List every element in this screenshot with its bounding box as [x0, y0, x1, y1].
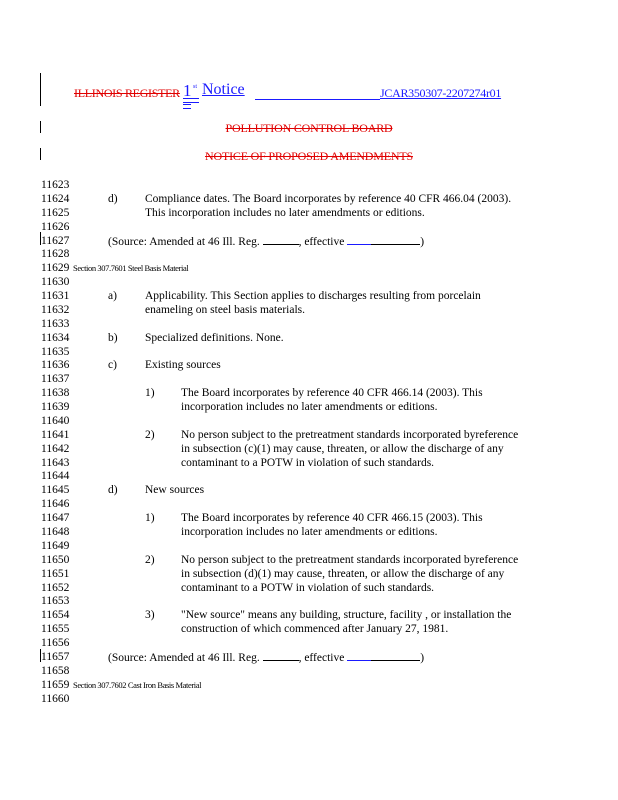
source-suffix: ) — [420, 235, 425, 248]
document-line — [0, 289, 618, 303]
subitem-text: No person subject to the pretreatment standards incorporated byreference — [181, 428, 519, 441]
header-rule — [255, 99, 380, 100]
subitem-text: contaminant to a POTW in violation of such standards. — [181, 581, 435, 594]
subitem-label: 2) — [145, 428, 155, 441]
line-number: 11658 — [41, 664, 70, 677]
document-line — [0, 497, 618, 511]
line-number: 11628 — [41, 248, 70, 261]
subitem-text: incorporation includes no later amendments or editions. — [181, 526, 438, 538]
double-underline — [183, 104, 191, 109]
document-line — [0, 511, 618, 525]
line-number: 11635 — [41, 345, 70, 358]
line-number: 11634 — [41, 331, 70, 344]
document-line — [0, 594, 618, 608]
line-number: 11649 — [41, 539, 70, 552]
line-number: 11632 — [41, 303, 70, 316]
line-number: 11623 — [41, 179, 70, 191]
line-number: 11625 — [41, 206, 70, 219]
line-number: 11645 — [41, 484, 70, 497]
item-label: b) — [108, 331, 118, 344]
subitem-text: in subsection (c)(1) may cause, threaten, or allow the discharge of any — [181, 442, 504, 455]
document-line — [0, 553, 618, 567]
subitem-label: 1) — [145, 387, 155, 400]
document-line — [0, 469, 618, 483]
document-line — [0, 275, 618, 289]
line-number: 11655 — [41, 623, 70, 636]
item-text: Existing sources — [145, 359, 221, 372]
line-number: 11652 — [41, 581, 70, 594]
line-number: 11643 — [41, 456, 70, 469]
source-middle: , effective — [298, 235, 348, 248]
line-number: 11656 — [41, 637, 70, 650]
line-number: 11626 — [41, 220, 70, 233]
section-heading: Section 307.7601 Steel Basis Material — [73, 263, 189, 274]
document-line — [0, 386, 618, 400]
notice-label: Notice — [202, 81, 245, 98]
item-text: This incorporation includes no later amendments or editions. — [145, 206, 425, 219]
reg-blank — [263, 234, 299, 245]
subitem-text: "New source" means any building, structure, facility , or installation the — [181, 609, 512, 622]
register-name: ILLINOIS REGISTER — [74, 86, 180, 100]
effective-blank — [371, 650, 420, 661]
document-line — [0, 608, 618, 622]
effective-blank — [347, 234, 371, 245]
document-line — [0, 345, 618, 359]
line-number: 11640 — [41, 414, 70, 427]
document-line — [0, 178, 618, 192]
line-number: 11638 — [41, 387, 70, 400]
source-suffix: ) — [420, 651, 425, 664]
line-number: 11629 — [41, 262, 70, 275]
line-number: 11648 — [41, 526, 70, 538]
document-line — [0, 581, 618, 595]
item-text: Specialized definitions. None. — [145, 331, 284, 344]
line-number: 11644 — [41, 470, 70, 483]
document-line — [0, 678, 618, 692]
line-number: 11636 — [41, 359, 70, 372]
item-text: Applicability. This Section applies to discharges resulting from porcelain — [145, 290, 481, 303]
notice-title: NOTICE OF PROPOSED AMENDMENTS — [205, 149, 413, 163]
document-line — [0, 261, 618, 275]
subitem-text: The Board incorporates by reference 40 CFR 466.14 (2003). This — [181, 387, 483, 400]
item-text: New sources — [145, 484, 205, 497]
source-note — [108, 234, 424, 249]
line-number: 11650 — [41, 553, 70, 566]
issue-superscript: st — [193, 84, 198, 90]
document-line — [0, 303, 618, 317]
section-heading: Section 307.7602 Cast Iron Basis Material — [73, 679, 202, 690]
document-line — [0, 206, 618, 220]
line-number: 11647 — [41, 512, 70, 525]
document-line — [0, 372, 618, 386]
subitem-text: in subsection (d)(1) may cause, threaten, or allow the discharge of any — [181, 567, 505, 580]
document-line — [0, 331, 618, 345]
document-line — [0, 358, 618, 372]
line-number: 11660 — [41, 692, 70, 705]
subitem-label: 1) — [145, 512, 155, 525]
jcar-id: JCAR350307-2207274r01 — [380, 86, 502, 100]
document-line — [0, 428, 618, 442]
document-line — [0, 192, 618, 206]
document-line — [0, 539, 618, 553]
document-line — [0, 220, 618, 234]
subitem-text: The Board incorporates by reference 40 CFR 466.15 (2003). This — [181, 512, 483, 525]
document-line — [0, 483, 618, 497]
line-number: 11642 — [41, 442, 70, 455]
effective-blank — [371, 234, 420, 245]
line-number: 11639 — [41, 401, 70, 414]
document-line — [0, 247, 618, 261]
source-middle: , effective — [298, 651, 348, 664]
board-title: POLLUTION CONTROL BOARD — [225, 121, 393, 135]
line-number: 11633 — [41, 317, 70, 330]
document-line — [0, 650, 618, 664]
document-line — [0, 234, 618, 248]
line-number: 11651 — [41, 567, 70, 580]
source-prefix: (Source: Amended at 46 Ill. Reg. — [108, 235, 263, 248]
subitem-text: incorporation includes no later amendments or editions. — [181, 401, 438, 414]
line-number: 11630 — [41, 276, 70, 289]
source-note — [108, 650, 424, 665]
document-line — [0, 692, 618, 706]
line-number: 11637 — [41, 373, 70, 386]
line-number: 11653 — [41, 595, 70, 608]
subitem-text: contaminant to a POTW in violation of such standards. — [181, 456, 435, 469]
line-number: 11654 — [41, 609, 70, 622]
document-line — [0, 317, 618, 331]
document-line — [0, 525, 618, 539]
item-text: Compliance dates. The Board incorporates by reference 40 CFR 466.04 (2003). — [145, 192, 512, 205]
document-line — [0, 400, 618, 414]
double-underline — [183, 98, 199, 103]
register-header — [74, 82, 514, 112]
item-label: d) — [108, 192, 118, 205]
source-prefix: (Source: Amended at 46 Ill. Reg. — [108, 651, 263, 664]
subitem-label: 2) — [145, 553, 155, 566]
reg-blank — [263, 650, 299, 661]
line-number: 11659 — [41, 678, 70, 691]
subitem-label: 3) — [145, 609, 155, 622]
document-line — [0, 414, 618, 428]
line-number: 11641 — [41, 428, 70, 441]
item-label: a) — [108, 290, 117, 303]
item-label: d) — [108, 484, 118, 497]
item-label: c) — [108, 359, 117, 372]
change-bar — [40, 73, 41, 106]
document-line — [0, 636, 618, 650]
document-line — [0, 442, 618, 456]
document-line — [0, 567, 618, 581]
line-number: 11624 — [41, 192, 70, 205]
subitem-text: construction of which commenced after January 27, 1981. — [181, 623, 449, 636]
document-line — [0, 664, 618, 678]
document-line — [0, 456, 618, 470]
document-line — [0, 622, 618, 636]
issue-number: 1 — [183, 81, 192, 100]
line-number: 11631 — [41, 290, 70, 303]
line-number: 11657 — [41, 650, 70, 663]
effective-blank — [347, 650, 371, 661]
item-text: enameling on steel basis materials. — [145, 303, 305, 316]
subitem-text: No person subject to the pretreatment standards incorporated byreference — [181, 553, 519, 566]
line-number: 11646 — [41, 498, 70, 511]
line-number: 11627 — [41, 234, 70, 247]
